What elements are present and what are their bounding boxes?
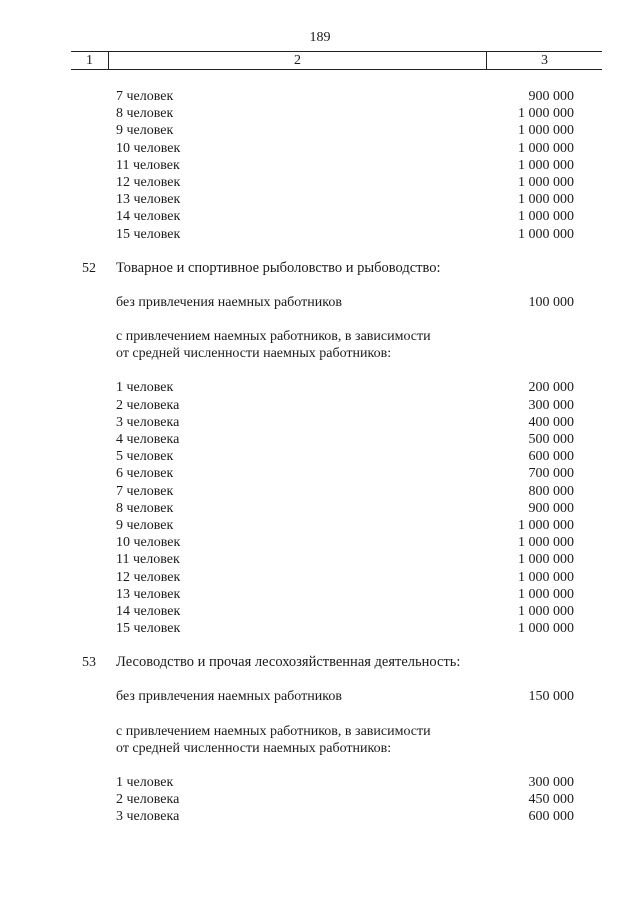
- row-label: 10 человек: [116, 535, 181, 551]
- row-label: 10 человек: [116, 140, 181, 156]
- row-label: 14 человек: [116, 603, 181, 619]
- row-label: 11 человек: [116, 552, 180, 568]
- table-row: [0, 534, 640, 551]
- table-row: [0, 517, 640, 534]
- subsection-text: [0, 345, 640, 362]
- table-row: [0, 808, 640, 825]
- row-value: 700 000: [528, 466, 574, 482]
- table-row: [0, 551, 640, 568]
- row-value: 1 000 000: [518, 106, 574, 122]
- row-value: 800 000: [528, 483, 574, 499]
- row-label: 8 человек: [116, 106, 174, 122]
- table-row: [0, 688, 640, 705]
- table-row: [0, 791, 640, 808]
- section-title: Товарное и спортивное рыболовство и рыбоводство:: [116, 259, 441, 276]
- row-label: 1 человек: [116, 380, 174, 396]
- row-label: 9 человек: [116, 517, 174, 533]
- row-label: без привлечения наемных работников: [116, 294, 342, 310]
- row-value: 1 000 000: [518, 552, 574, 568]
- subsection-text: [0, 328, 640, 345]
- table-row: [0, 483, 640, 500]
- section-heading: [0, 654, 640, 671]
- row-value: 1 000 000: [518, 192, 574, 208]
- table-row: [0, 294, 640, 311]
- table-row: [0, 397, 640, 414]
- subsection-text-line: от средней численности наемных работников:: [116, 346, 392, 362]
- row-label: 14 человек: [116, 209, 181, 225]
- row-label: 3 человека: [116, 414, 180, 430]
- row-value: 100 000: [528, 294, 574, 310]
- row-value: 200 000: [528, 380, 574, 396]
- row-value: 1 000 000: [518, 586, 574, 602]
- row-label: 7 человек: [116, 483, 174, 499]
- table-row: [0, 586, 640, 603]
- section-heading: [0, 260, 640, 277]
- column-header-3: 3: [541, 53, 548, 68]
- row-value: 1 000 000: [518, 226, 574, 242]
- table-row: [0, 414, 640, 431]
- row-label: 6 человек: [116, 466, 174, 482]
- subsection-text: [0, 723, 640, 740]
- row-value: 1 000 000: [518, 174, 574, 190]
- row-label: 2 человека: [116, 397, 180, 413]
- table-row: [0, 603, 640, 620]
- row-label: 3 человека: [116, 809, 180, 825]
- row-label: 12 человек: [116, 569, 181, 585]
- subsection-text-line: от средней численности наемных работников:: [116, 740, 392, 756]
- table-row: [0, 174, 640, 191]
- row-value: 1 000 000: [518, 157, 574, 173]
- table-row: [0, 122, 640, 139]
- row-value: 1 000 000: [518, 569, 574, 585]
- table-row: [0, 620, 640, 637]
- row-label: 13 человек: [116, 192, 181, 208]
- row-value: 500 000: [528, 432, 574, 447]
- subsection-text-line: с привлечением наемных работников, в зависимости: [116, 329, 431, 345]
- row-value: 1 000 000: [518, 603, 574, 619]
- column-header-2: 2: [109, 52, 487, 69]
- table-row: [0, 465, 640, 482]
- row-label: 12 человек: [116, 174, 181, 190]
- subsection-text: [0, 740, 640, 757]
- row-value: 450 000: [528, 792, 574, 808]
- row-label: 2 человека: [116, 792, 180, 808]
- row-label: 15 человек: [116, 621, 181, 637]
- row-label: 11 человек: [116, 157, 180, 173]
- table-row: [0, 431, 640, 448]
- row-value: 1 000 000: [518, 123, 574, 139]
- row-value: 1 000 000: [518, 621, 574, 637]
- table-row: [0, 774, 640, 791]
- page-number: 189: [309, 30, 331, 45]
- table-row: [0, 226, 640, 243]
- row-value: 900 000: [528, 89, 574, 104]
- column-header-1: 1: [71, 52, 109, 69]
- row-label: 15 человек: [116, 226, 181, 242]
- row-value: 1 000 000: [518, 140, 574, 156]
- table-row: [0, 208, 640, 225]
- section-number: 52: [82, 260, 96, 276]
- row-label: без привлечения наемных работников: [116, 689, 342, 705]
- row-label: 5 человек: [116, 449, 174, 465]
- row-label: 13 человек: [116, 586, 181, 602]
- row-label: 4 человека: [116, 432, 180, 447]
- table-row: [0, 569, 640, 586]
- subsection-text-line: с привлечением наемных работников, в зависимости: [116, 723, 431, 739]
- section-title: Лесоводство и прочая лесохозяйственная деятельность:: [116, 654, 461, 671]
- row-label: 7 человек: [116, 89, 174, 104]
- section-number: 53: [82, 655, 96, 671]
- table-body: [0, 88, 640, 826]
- table-row: [0, 88, 640, 105]
- row-value: 400 000: [528, 414, 574, 430]
- table-row: [0, 157, 640, 174]
- table-row: [0, 105, 640, 122]
- row-label: 9 человек: [116, 123, 174, 139]
- row-value: 300 000: [528, 397, 574, 413]
- row-value: 300 000: [528, 775, 574, 790]
- table-row: [0, 500, 640, 517]
- table-row: [0, 379, 640, 396]
- row-value: 1 000 000: [518, 517, 574, 533]
- row-value: 600 000: [528, 449, 574, 465]
- table-row: [0, 448, 640, 465]
- row-value: 1 000 000: [518, 535, 574, 551]
- table-row: [0, 191, 640, 208]
- row-value: 600 000: [528, 809, 574, 825]
- table-header: [71, 51, 602, 70]
- row-value: 150 000: [528, 689, 574, 705]
- row-label: 1 человек: [116, 775, 174, 790]
- table-row: [0, 140, 640, 157]
- row-label: 8 человек: [116, 500, 174, 516]
- row-value: 1 000 000: [518, 209, 574, 225]
- row-value: 900 000: [528, 500, 574, 516]
